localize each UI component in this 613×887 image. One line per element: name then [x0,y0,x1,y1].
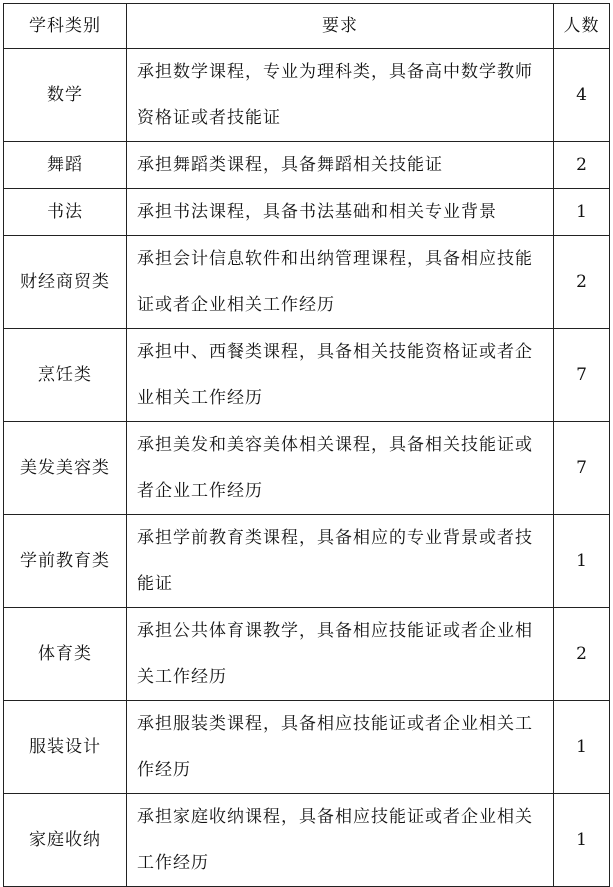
table-row [4,515,610,608]
category-cell: 舞蹈 [4,142,127,189]
count-cell: 1 [554,189,610,236]
category-cell: 烹饪类 [4,329,127,422]
table-row [4,329,610,422]
count-cell: 2 [554,142,610,189]
requirement-cell: 承担舞蹈类课程，具备舞蹈相关技能证 [127,142,554,189]
requirement-cell: 承担数学课程，专业为理科类，具备高中数学教师资格证或者技能证 [127,49,554,142]
category-cell: 体育类 [4,608,127,701]
count-cell: 7 [554,329,610,422]
requirement-cell: 承担书法课程，具备书法基础和相关专业背景 [127,189,554,236]
requirement-cell: 承担家庭收纳课程，具备相应技能证或者企业相关工作经历 [127,794,554,887]
count-cell: 2 [554,608,610,701]
category-cell: 家庭收纳 [4,794,127,887]
table-row [4,142,610,189]
table-row [4,49,610,142]
header-count: 人数 [554,4,610,49]
requirement-cell: 承担学前教育类课程，具备相应的专业背景或者技能证 [127,515,554,608]
table-row [4,794,610,887]
table-header-row [4,4,610,49]
table-row [4,189,610,236]
header-requirement: 要求 [127,4,554,49]
table-row [4,701,610,794]
table-row [4,236,610,329]
requirement-cell: 承担美发和美容美体相关课程，具备相关技能证或者企业工作经历 [127,422,554,515]
requirement-cell: 承担公共体育课教学，具备相应技能证或者企业相关工作经历 [127,608,554,701]
recruitment-table [3,3,610,887]
count-cell: 1 [554,701,610,794]
category-cell: 数学 [4,49,127,142]
category-cell: 书法 [4,189,127,236]
category-cell: 服装设计 [4,701,127,794]
count-cell: 1 [554,515,610,608]
requirement-cell: 承担中、西餐类课程，具备相关技能资格证或者企业相关工作经历 [127,329,554,422]
table-row [4,422,610,515]
table-row [4,608,610,701]
category-cell: 美发美容类 [4,422,127,515]
header-category: 学科类别 [4,4,127,49]
count-cell: 7 [554,422,610,515]
count-cell: 4 [554,49,610,142]
requirement-cell: 承担会计信息软件和出纳管理课程，具备相应技能证或者企业相关工作经历 [127,236,554,329]
category-cell: 学前教育类 [4,515,127,608]
category-cell: 财经商贸类 [4,236,127,329]
count-cell: 2 [554,236,610,329]
count-cell: 1 [554,794,610,887]
requirement-cell: 承担服装类课程，具备相应技能证或者企业相关工作经历 [127,701,554,794]
